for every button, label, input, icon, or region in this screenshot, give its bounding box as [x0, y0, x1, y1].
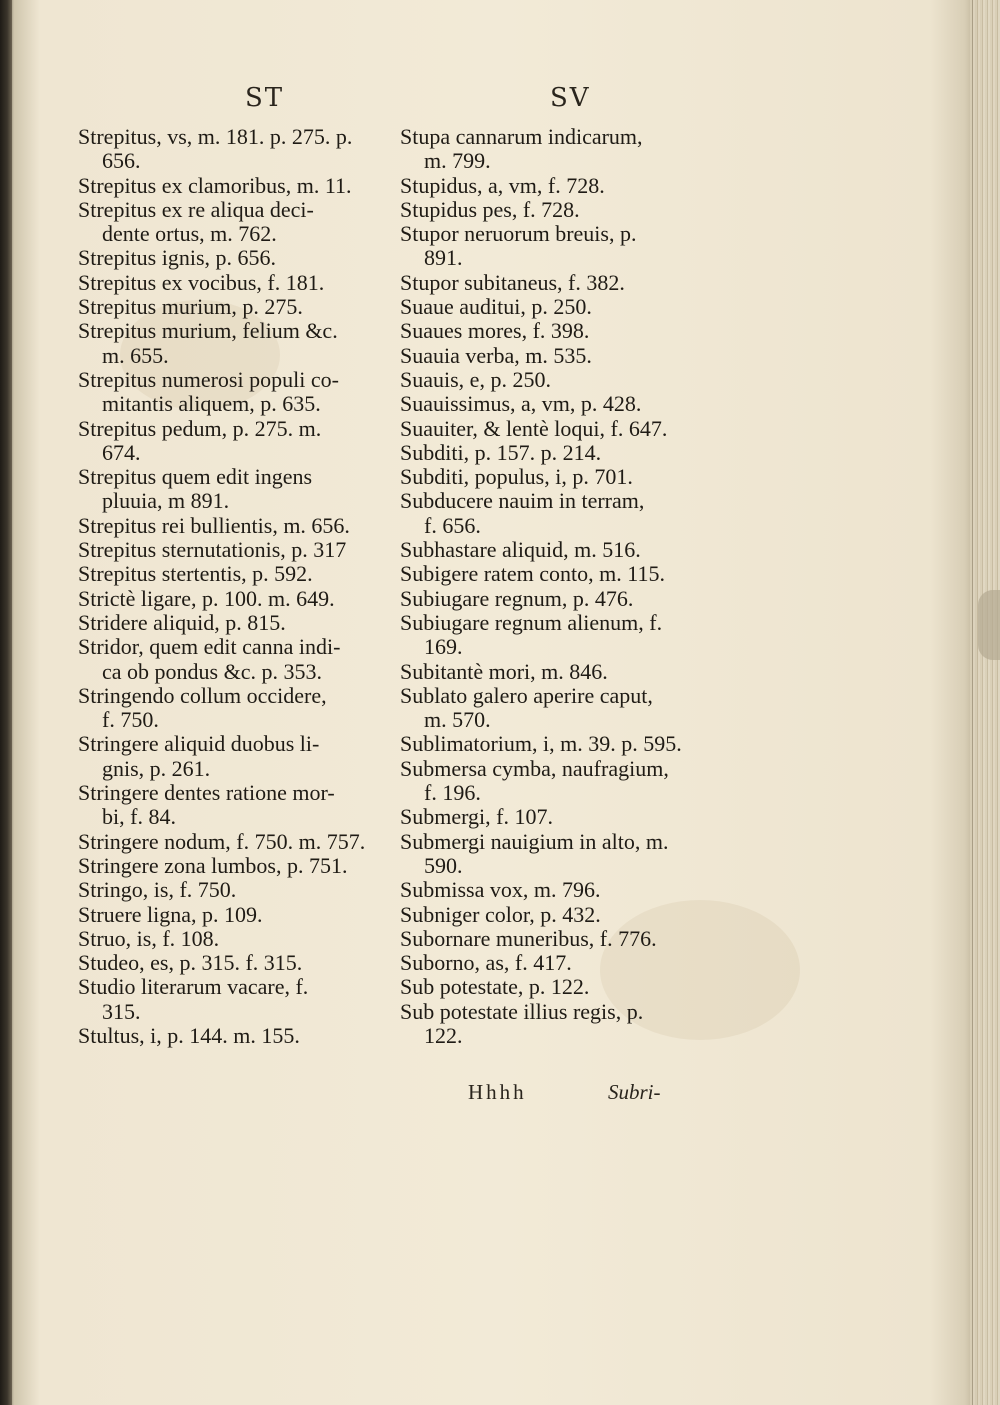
- index-entry-continuation: 315.: [102, 998, 141, 1024]
- index-entry-term: Subditi, p. 157. p. 214.: [400, 439, 602, 465]
- index-entry-continuation: 122.: [424, 1022, 463, 1048]
- index-entry-term: Strepitus ex re aliqua deci-: [78, 196, 314, 222]
- page-edges: [970, 0, 1000, 1405]
- index-entry-term: Stringere nodum, f. 750. m. 757.: [78, 828, 366, 854]
- index-entry-continuation: dente ortus, m. 762.: [102, 221, 277, 247]
- index-entry-term: Subniger color, p. 432.: [400, 901, 601, 927]
- index-entry: [400, 538, 730, 562]
- index-entry: [78, 927, 398, 951]
- index-entry: [400, 684, 730, 733]
- index-entry: [78, 417, 398, 466]
- index-entry: [400, 465, 730, 489]
- index-entry: [400, 562, 730, 586]
- index-entry: [400, 344, 730, 368]
- index-entry: [78, 198, 398, 247]
- index-entry-term: Subigere ratem conto, m. 115.: [400, 561, 665, 587]
- left-column-header: ST: [245, 83, 285, 113]
- index-entry-term: Subiugare regnum, p. 476.: [400, 585, 634, 611]
- index-entry: [400, 417, 730, 441]
- index-entry-term: Strepitus sternutationis, p. 317: [78, 537, 347, 563]
- right-column-header: SV: [550, 83, 591, 113]
- index-entry-continuation: gnis, p. 261.: [102, 755, 211, 781]
- index-entry: [78, 975, 398, 1024]
- index-entry-continuation: ca ob pondus &c. p. 353.: [102, 658, 322, 684]
- index-entry-term: Sublato galero aperire caput,: [400, 682, 653, 708]
- index-entry-term: Stridere aliquid, p. 815.: [78, 609, 286, 635]
- index-entry-term: Strepitus ex vocibus, f. 181.: [78, 269, 325, 295]
- index-entry-term: Sub potestate illius regis, p.: [400, 998, 644, 1024]
- index-entry-term: Stringere aliquid duobus li-: [78, 731, 320, 757]
- index-entry: [78, 271, 398, 295]
- index-entry-term: Submergi, f. 107.: [400, 804, 553, 830]
- index-entry-term: Suauiter, & lentè loqui, f. 647.: [400, 415, 668, 441]
- index-entry-term: Submergi nauigium in alto, m.: [400, 828, 669, 854]
- index-entry: [78, 562, 398, 586]
- index-entry-continuation: f. 656.: [424, 512, 481, 538]
- index-entry-continuation: bi, f. 84.: [102, 804, 176, 830]
- index-entry-continuation: m. 799.: [424, 148, 491, 174]
- index-entry: [400, 125, 730, 174]
- index-entry: [78, 514, 398, 538]
- index-entry: [78, 295, 398, 319]
- index-entry: [400, 805, 730, 829]
- index-entry-term: Stupa cannarum indicarum,: [400, 124, 643, 149]
- index-entry-term: Suborno, as, f. 417.: [400, 950, 572, 976]
- index-entry: [78, 732, 398, 781]
- index-entry: [400, 757, 730, 806]
- index-entry-continuation: mitantis aliquem, p. 635.: [102, 391, 321, 417]
- index-entry-term: Strepitus ex clamoribus, m. 11.: [78, 172, 352, 198]
- index-entry-term: Subducere nauim in terram,: [400, 488, 645, 514]
- right-index-column: [400, 125, 730, 1048]
- index-entry: [78, 951, 398, 975]
- index-entry-term: Stridor, quem edit canna indi-: [78, 634, 341, 660]
- text-page: [40, 20, 965, 1380]
- index-entry-term: Studeo, es, p. 315. f. 315.: [78, 950, 303, 976]
- index-entry-term: Strepitus murium, p. 275.: [78, 294, 303, 320]
- index-entry: [400, 392, 730, 416]
- index-entry-term: Stringo, is, f. 750.: [78, 877, 237, 903]
- index-entry: [400, 489, 730, 538]
- index-entry-term: Submersa cymba, naufragium,: [400, 755, 669, 781]
- index-entry-continuation: f. 196.: [424, 780, 481, 806]
- catchword: Subri-: [608, 1080, 661, 1104]
- index-entry: [400, 271, 730, 295]
- index-entry-term: Subornare muneribus, f. 776.: [400, 925, 657, 951]
- index-entry: [400, 975, 730, 999]
- index-entry: [78, 246, 398, 270]
- index-entry-term: Strepitus rei bullientis, m. 656.: [78, 512, 350, 538]
- index-entry-term: Sublimatorium, i, m. 39. p. 595.: [400, 731, 682, 757]
- index-entry: [78, 903, 398, 927]
- index-entry: [78, 611, 398, 635]
- index-entry: [400, 830, 730, 879]
- index-entry-term: Subditi, populus, i, p. 701.: [400, 464, 633, 490]
- thumb-tab: [978, 590, 1000, 660]
- index-entry: [78, 319, 398, 368]
- index-entry-term: Suaue auditui, p. 250.: [400, 294, 592, 320]
- index-entry-term: Stupidus, a, vm, f. 728.: [400, 172, 605, 198]
- index-entry-continuation: m. 655.: [102, 342, 169, 368]
- index-entry: [78, 174, 398, 198]
- book-binding: [0, 0, 12, 1405]
- index-entry-term: Stupidus pes, f. 728.: [400, 196, 580, 222]
- index-entry: [400, 368, 730, 392]
- index-entry-term: Studio literarum vacare, f.: [78, 974, 309, 1000]
- index-entry: [400, 878, 730, 902]
- index-entry-term: Strictè ligare, p. 100. m. 649.: [78, 585, 335, 611]
- index-entry-term: Suauissimus, a, vm, p. 428.: [400, 391, 642, 417]
- index-entry: [78, 830, 398, 854]
- index-entry-term: Stupor subitaneus, f. 382.: [400, 269, 625, 295]
- index-entry: [78, 684, 398, 733]
- index-entry-continuation: 656.: [102, 148, 141, 174]
- index-entry-term: Stringendo collum occidere,: [78, 682, 327, 708]
- index-entry: [400, 222, 730, 271]
- index-entry-term: Suaues mores, f. 398.: [400, 318, 590, 344]
- index-entry-continuation: 590.: [424, 852, 463, 878]
- signature-mark: Hhhh: [468, 1080, 527, 1104]
- index-entry: [78, 125, 398, 174]
- index-entry: [400, 611, 730, 660]
- index-entry-continuation: 674.: [102, 439, 141, 465]
- index-entry-term: Strepitus, vs, m. 181. p. 275. p.: [78, 124, 353, 149]
- index-entry-continuation: 169.: [424, 634, 463, 660]
- index-entry-term: Struere ligna, p. 109.: [78, 901, 263, 927]
- index-entry: [78, 854, 398, 878]
- index-entry: [78, 465, 398, 514]
- index-entry-continuation: 891.: [424, 245, 463, 271]
- index-entry-continuation: f. 750.: [102, 707, 159, 733]
- left-index-column: [78, 125, 398, 1048]
- index-entry: [78, 1024, 398, 1048]
- index-entry: [400, 927, 730, 951]
- index-entry-term: Strepitus murium, felium &c.: [78, 318, 338, 344]
- index-entry-term: Strepitus pedum, p. 275. m.: [78, 415, 322, 441]
- index-entry: [400, 951, 730, 975]
- page-edge-line: [972, 0, 973, 1405]
- index-entry: [400, 441, 730, 465]
- index-entry: [400, 660, 730, 684]
- index-entry: [78, 368, 398, 417]
- index-entry: [400, 174, 730, 198]
- index-entry-term: Strepitus quem edit ingens: [78, 464, 313, 490]
- index-entry: [78, 587, 398, 611]
- index-entry-term: Strepitus stertentis, p. 592.: [78, 561, 313, 587]
- index-entry: [400, 903, 730, 927]
- index-entry: [78, 781, 398, 830]
- index-entry-term: Stringere dentes ratione mor-: [78, 780, 335, 806]
- index-entry-term: Sub potestate, p. 122.: [400, 974, 590, 1000]
- index-entry: [78, 538, 398, 562]
- index-entry: [400, 319, 730, 343]
- index-entry-term: Subitantè mori, m. 846.: [400, 658, 608, 684]
- index-entry-term: Stringere zona lumbos, p. 751.: [78, 852, 348, 878]
- index-entry: [78, 635, 398, 684]
- index-entry: [400, 732, 730, 756]
- index-entry-term: Stupor neruorum breuis, p.: [400, 221, 637, 247]
- index-entry-term: Subhastare aliquid, m. 516.: [400, 537, 641, 563]
- index-entry: [400, 295, 730, 319]
- index-entry: [400, 198, 730, 222]
- index-entry-term: Submissa vox, m. 796.: [400, 877, 601, 903]
- index-entry-term: Subiugare regnum alienum, f.: [400, 609, 663, 635]
- index-entry: [78, 878, 398, 902]
- index-entry-term: Suauia verba, m. 535.: [400, 342, 592, 368]
- index-entry-term: Struo, is, f. 108.: [78, 925, 220, 951]
- index-entry-term: Strepitus numerosi populi co-: [78, 366, 339, 392]
- index-entry-term: Suauis, e, p. 250.: [400, 366, 551, 392]
- index-entry: [400, 587, 730, 611]
- index-entry: [400, 1000, 730, 1049]
- index-entry-term: Strepitus ignis, p. 656.: [78, 245, 277, 271]
- index-entry-term: Stultus, i, p. 144. m. 155.: [78, 1022, 300, 1048]
- index-entry-continuation: m. 570.: [424, 707, 491, 733]
- index-entry-continuation: pluuia, m 891.: [102, 488, 230, 514]
